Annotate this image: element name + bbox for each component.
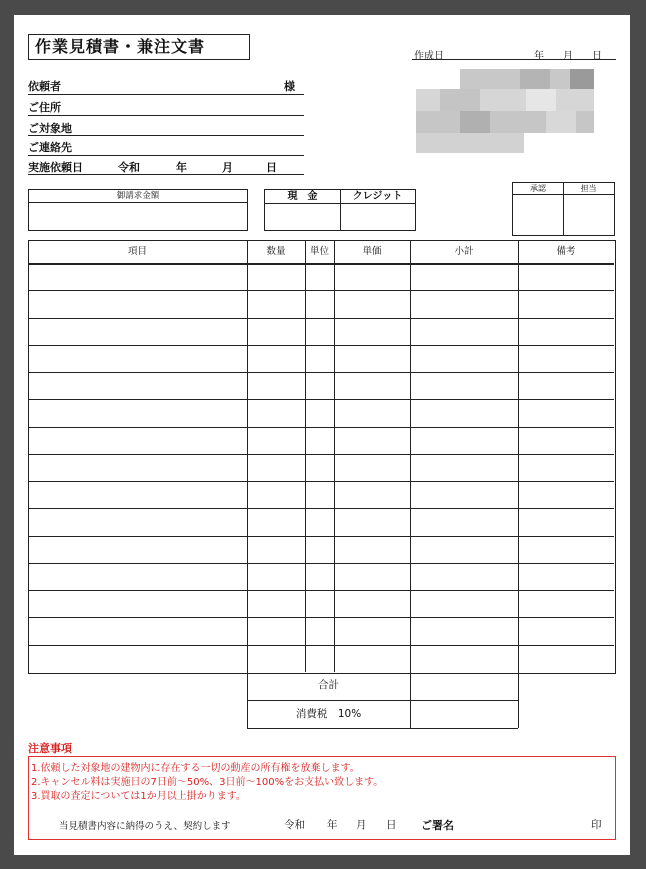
agreement-day: 日 — [386, 819, 397, 831]
notes-box — [28, 756, 616, 840]
blurred-company-stamp — [416, 69, 594, 153]
approval-charge: 担当 — [580, 184, 597, 193]
date-row-day: 日 — [266, 161, 277, 174]
note-item-1: 1.依頼した対象地の建物内に存在する一切の動産の所有権を放棄します。 — [31, 763, 360, 774]
created-day: 日 — [592, 51, 602, 62]
signature-field[interactable] — [441, 815, 591, 833]
date-row-line[interactable] — [28, 174, 304, 175]
note-item-3: 3.買取の査定については1か月以上掛かります。 — [31, 791, 246, 802]
created-month: 月 — [563, 51, 573, 62]
header-qty: 数量 — [266, 246, 286, 257]
date-row-year: 年 — [176, 161, 187, 174]
document-title: 作業見積書・兼注文書 — [28, 34, 250, 60]
note-item-2: 2.キャンセル料は実施日の7日前～50%、3日前～100%をお支払い致します。 — [31, 777, 384, 788]
target-label: ご対象地 — [28, 122, 72, 135]
table-header-divider — [28, 263, 614, 265]
payment-cash[interactable]: 現 金 — [287, 191, 318, 202]
total-label: 合計 — [318, 679, 339, 691]
billing-box[interactable] — [28, 189, 248, 231]
client-line[interactable] — [28, 94, 304, 95]
tax-label: 消費税 10% — [295, 708, 362, 720]
agreement-month: 月 — [356, 819, 367, 831]
col-divider-4 — [410, 240, 411, 728]
agreement-year: 年 — [327, 819, 338, 831]
header-item: 項目 — [127, 246, 147, 257]
created-date-label: 作成日 — [414, 51, 444, 62]
header-unit-price: 単価 — [362, 246, 382, 257]
tax-value-cell[interactable] — [411, 702, 517, 727]
approval-box — [512, 182, 615, 236]
table-row[interactable] — [28, 617, 614, 618]
client-suffix: 様 — [284, 80, 295, 93]
totals-bottom — [247, 728, 518, 729]
total-divider — [247, 700, 518, 701]
items-table — [28, 240, 616, 674]
table-row[interactable] — [28, 454, 614, 455]
table-row[interactable] — [28, 645, 614, 646]
contact-line[interactable] — [28, 155, 304, 156]
client-label: 依頼者 — [28, 80, 61, 93]
table-row[interactable] — [28, 563, 614, 564]
payment-box — [264, 189, 416, 231]
notes-heading: 注意事項 — [28, 742, 72, 755]
table-row[interactable] — [28, 508, 614, 509]
target-line[interactable] — [28, 135, 304, 136]
header-unit: 単位 — [309, 246, 329, 257]
billing-label: 御請求金額 — [116, 191, 160, 201]
col-divider-3 — [334, 240, 335, 672]
table-row[interactable] — [28, 536, 614, 537]
document-sheet — [14, 15, 630, 855]
agreement-text: 当見積書内容に納得のうえ、契約します — [59, 821, 231, 832]
approval-approve: 承認 — [530, 184, 546, 193]
table-row[interactable] — [28, 481, 614, 482]
date-row-month: 月 — [222, 161, 233, 174]
table-row[interactable] — [28, 590, 614, 591]
col-divider-2 — [305, 240, 306, 672]
total-value-cell[interactable] — [411, 673, 517, 699]
col-divider-1 — [247, 240, 248, 728]
table-row[interactable] — [28, 399, 614, 400]
col-divider-5 — [518, 240, 519, 728]
payment-credit[interactable]: クレジット — [352, 191, 403, 202]
date-row-label: 実施依頼日 — [28, 161, 83, 174]
table-row[interactable] — [28, 345, 614, 346]
table-row[interactable] — [28, 427, 614, 428]
table-row[interactable] — [28, 318, 614, 319]
created-date-underline — [412, 59, 616, 60]
contact-label: ご連絡先 — [28, 141, 72, 154]
date-row-era: 令和 — [118, 161, 140, 174]
signature-label: ご署名 — [421, 819, 454, 832]
address-line[interactable] — [28, 115, 304, 116]
header-remarks: 備考 — [556, 246, 576, 257]
table-row[interactable] — [28, 372, 614, 373]
address-label: ご住所 — [28, 101, 61, 114]
seal-mark: 印 — [591, 819, 602, 831]
header-subtotal: 小計 — [454, 246, 474, 257]
agreement-era: 令和 — [284, 819, 305, 831]
table-row[interactable] — [28, 290, 614, 291]
created-year: 年 — [534, 51, 544, 62]
